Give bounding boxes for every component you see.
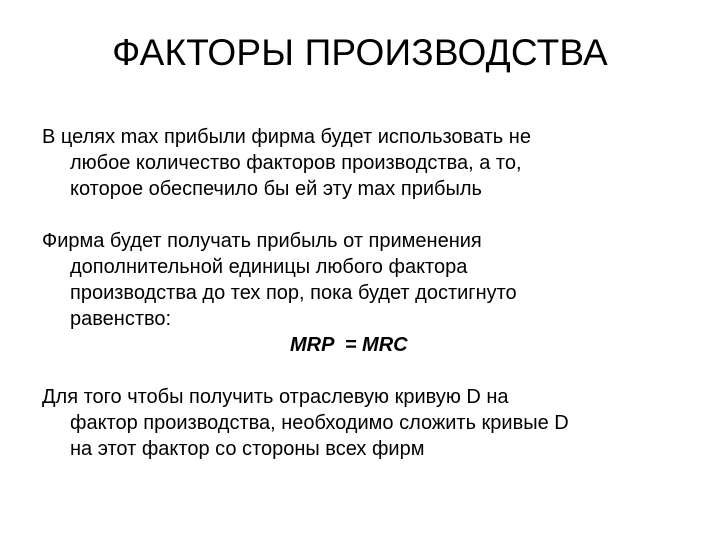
paragraph-max-profit: В целях max прибыли фирма будет использовать не любое количество факторов производства, а то, которое обеспечило бы ей эту max прибыль [42,126,531,200]
slide-body [42,124,702,462]
paragraph-spacer [42,202,702,228]
formula-mrp-mrc: MRP = MRC [290,334,408,356]
paragraph-profit-condition: Фирма будет получать прибыль от применения дополнительной единицы любого фактора производства до тех пор, пока будет достигнуто равенство: [42,230,517,330]
paragraph-spacer [42,358,702,384]
paragraph-industry-demand: Для того чтобы получить отраслевую кривую D на фактор производства, необходимо сложить кривые D на этот фактор со стороны всех фирм [42,386,569,460]
slide-title: ФАКТОРЫ ПРОИЗВОДСТВА [112,32,608,73]
